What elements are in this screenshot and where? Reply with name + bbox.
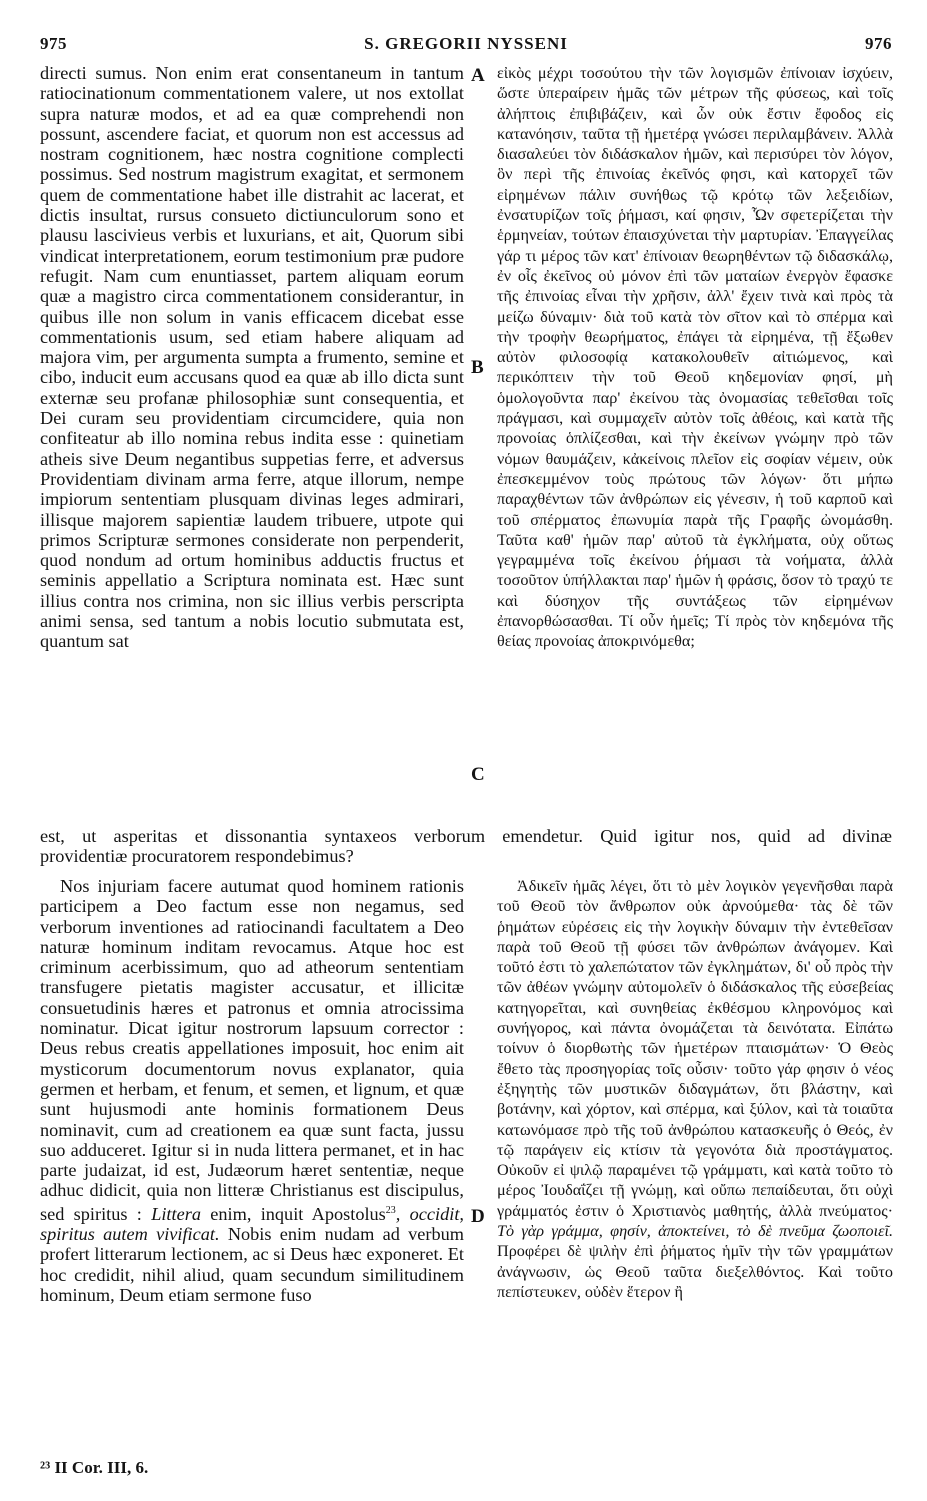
latin-quote-littera: Littera (151, 1203, 201, 1224)
page-number-right: 976 (864, 34, 892, 53)
latin-column-top (40, 63, 464, 825)
footnote-reference: 23 (385, 1204, 396, 1216)
latin-text-part-2: Nobis enim nudam ad verbum profert litterarum lectionem, ac si Deus hæc exponeret. Et hoc credidit, nihil aliud, quam secundum similitudinem hominum, Deum etiam sermone fuso (40, 1224, 464, 1306)
section-marker-c: C (471, 764, 485, 785)
greek-paragraph-top: εἰκὸς μέχρι τοσούτου τὴν τῶν λογισμῶν ἐπίνοιαν ἰσχύειν, ὥστε ὑπεραίρειν ἡμᾶς τῶν μέτρων τῆς φύσεως, καὶ τοῖς ἀλήπτοις ἐπιβιβάζειν, καὶ ὧν οὐκ ἔστιν ἔφοδος εἰς κατανόησιν, ταῦτα τῇ ἡμετέρᾳ γνώσει περιλαμβάνειν. Ἀλλὰ διασαλεύει τὸν διδάσκαλον ἡμῶν, καὶ περισύρει τὸν λόγον, ὃν περὶ τῆς ἐπινοίας ἐκεῖνός φησι, καὶ κατορχεῖ τῶν εἰρημένων πάλιν συνήθως τῷ κρότῳ τῶν λεξειδίων, ἐνσατυρίζων τοῖς ῥήμασι, καί φησιν, Ὧν σφετερίζεται τὴν ἑρμηνείαν, τούτων ἐπαισχύνεται τὴν μαρτυρίαν. Ἐπαγγείλας γάρ τι μέρος τῶν κατ' ἐπίνοιαν θεωρηθέντων τῷ διδασκάλῳ, ἐν οἷς ἐκεῖνος οὐ μόνον ἐπὶ τῶν ματαίων ἐνεργὸν ἔφασκε τῆς ἐπινοίας εἶναι τὴν χρῆσιν, ἀλλ' ἔχειν τινὰ καὶ πρὸς τὰ μείζω δύναμιν· διὰ τοῦ κατὰ τὸν σῖτον καὶ τὸ σπέρμα καὶ τὴν τροφὴν θεωρήματος, ἐπάγει τὰ εἰρημένα, τῇ ἔξωθεν αὐτὸν φιλοσοφίᾳ κατακολουθεῖν αἰτιώμενος, καὶ περικόπτειν τὴν τοῦ Θεοῦ κηδεμονίαν φησί, μὴ ὁμολογοῦντα παρ' ἐκείνου τὰς ὀνομασίας τεθεῖσθαι τοῖς πράγμασι, καὶ συμμαχεῖν αὐτὸν τοῖς ἀθέοις, καὶ κατὰ τῆς προνοίας ὁπλίζεσθαι, καὶ τὴν ἐκείνων γνώμην πρὸ τῶν νόμων θαυμάζειν, κἀκείνοις πλεῖον εἰς σοφίαν νέμειν, οὐκ ἐπεσκεμμένον τοὺς πρώτους τῶν λόγων· ὅτι μήπω παραχθέντων τῶν ἀνθρώπων εἰς γένεσιν, ἡ τοῦ καρποῦ καὶ τοῦ σπέρματος ἐπωνυμία παρὰ τῆς Γραφῆς ὠνομάσθη. Ταῦτα καθ' ἡμῶν παρ' αὐτοῦ τὰ ἐγκλήματα, οὐχ οὕτως γεγραμμένα τοῖς ἐκείνου ῥήμασι τὰ νοήματα, ἀλλὰ τοσοῦτον ὑπήλλακται παρ' ἡμῶν ἡ φράσις, ὅσον τὸ τραχύ τε καὶ δύσηχον τῆς συντάξεως τῶν εἰρημένων ἐπανορθώσασθαι. Τί οὖν ἡμεῖς; Τί πρὸς τὸν κηδεμόνα τῆς θείας προνοίας ἀποκρινόμεθα; (497, 64, 893, 651)
latin-paragraph-top: directi sumus. Non enim erat consentaneum in tantum ratiocinationum commentationem valere, ut nos extollat supra naturæ modos, et ad ea quæ comprehendi non possunt, ascendere faciat, et quorum non est accessus ad nostram cognitionem, hæc nostra cognitione complecti possimus. Sed nostrum magistrum exagitat, et sermonem quem de commentatione habet ille distrahit ac lacerat, et dictis insultat, rursus consueto dictiunculorum sono et plausu lascivieus verbis et luxurians, et ait, Quorum sibi vindicat interpretationem, eorum testimonium præ pudore refugit. Nam cum enuntiasset, partem aliquam eorum quæ a magistro circa commentationem considerantur, in quibus ille non solum in vanis efficacem dicebat esse commentationis usum, sed etiam habere aliquam ad majora vim, per argumenta sumpta a frumento, semine et cibo, inducit eum accusans quod ea quæ ab illo dicta sunt externæ seu profanæ philosophiæ sunt consequentia, et Dei curam seu providentiam circumcidere, quia non confiteatur ab illo nomina rebus indita esse : quinetiam atheis sive Deum negantibus suppetias ferre, et adversus Providentiam divinam arma ferre, atque illorum, nempe impiorum sententiam plusquam divinas leges admirari, illisque majorem sapientiæ laudem tribuere, utpote qui primos Scripturæ sermones considerate non perpenderit, quod nondum ad ortum hominibus adductis fructus et seminis appellatio a Scriptura nominata est. Hæc sunt illius contra nos crimina, non sic illius verbis perscripta animi sensa, sed tantum a nobis locutio submutata est, quantum sat (40, 63, 464, 652)
running-title: S. GREGORII NYSSENI (364, 34, 568, 53)
continuation-line-2: providentiæ procuratorem respondebimus? (40, 846, 354, 866)
section-marker-d: D (471, 1206, 485, 1227)
latin-text-part-1: Nos injuriam facere autumat quod hominem rationis participem a Deo factum esse non negamus, sed verborum inventiones ad ratiocinandi facultatem a Deo naturæ hominum inditam revocamus. Atque hoc est criminum acerbissimum, quo ad atheorum sententiam transfugere pietatis magister accusatur, et illicitæ consuetudinis hæres et patronus et omnia atrocissima nominatur. Dicat igitur nostrorum lapsuum corrector : Deus rebus creatis appellationes imposuit, hoc enim ait mysticorum documentorum novus explanator, quia germen et herbam, et fenum, et semen, et lignum, et quæ sunt hujusmodi ante hominis formationem Deus nominavit, cum ad creationem ea quæ sunt facta, jussu suo adduceret. Igitur si in nuda littera permanet, et in hac parte judaizat, id est, Judæorum hæret sententiæ, neque adhuc didicit, quia non litteræ Christianus est discipulus, sed spiritus : (40, 876, 464, 1224)
section-marker-a: A (471, 65, 485, 86)
greek-text-part-1: Ἀδικεῖν ἡμᾶς λέγει, ὅτι τὸ μὲν λογικὸν γεγενῆσθαι παρὰ τοῦ Θεοῦ τὸν ἄνθρωπον οὐκ ἀρνούμεθα· τὰς δὲ τῶν ῥημάτων εὑρέσεις εἰς τὴν λογικὴν δύναμιν τὴν ἐντεθεῖσαν παρὰ τοῦ Θεοῦ τῇ φύσει τῶν ἀνθρώπων ἀνάγομεν. Καὶ τοῦτό ἐστι τὸ χαλεπώτατον τῶν ἐγκλημάτων, δι' οὗ πρὸς τὴν τῶν ἀθέων γνώμην αὐτομολεῖν ὁ διδάσκαλος τῆς εὐσεβείας κατηγορεῖται, καὶ συνηθείας ἐκθέσμου κληρονόμος καὶ συνήγορος, καὶ πάντα ὀνομάζεται τὰ δεινότατα. Εἰπάτω τοίνυν ὁ διορθωτὴς τῶν ἡμετέρων πταισμάτων· Ὁ Θεὸς ἔθετο τὰς προσηγορίας τοῖς οὖσιν· τοῦτο γάρ φησιν ὁ νέος ἐξηγητὴς τῶν μυστικῶν διδαγμάτων, ὅτι βλάστην, καὶ βοτάνην, καὶ χόρτον, καὶ σπέρμα, καὶ ξύλον, καὶ τὰ τοιαῦτα κατωνόμασε πρὸ τῆς τοῦ ἀνθρώπου κατασκευῆς ὁ Θεός, ἐν τῷ παράγειν εἰς κτίσιν τὰ γεγονότα διὰ προστάγματος. Οὐκοῦν εἰ ψιλῷ παραμένει τῷ γράμματι, καὶ κατὰ τοῦτο τὸ μέρος Ἰουδαΐζει τῇ γνώμῃ, καὶ οὔπω πεπαίδευται, ὅτι οὐχὶ γράμματός ἐστιν ὁ Χριστιανὸς μαθητής, ἀλλὰ πνεύματος· (497, 877, 893, 1220)
running-header (40, 34, 892, 54)
greek-quote: Τὸ γὰρ γράμμα, φησίν, ἀποκτείνει, τὸ δὲ πνεῦμα ζωοποιεῖ. (497, 1222, 893, 1241)
latin-quote-occidit: , occidit, spiritus autem vivificat. (40, 1203, 464, 1245)
full-width-continuation (40, 826, 892, 866)
footnote: ²³ II Cor. III, 6. (40, 1458, 149, 1477)
continuation-line-1: est, ut asperitas et dissonantia syntaxeos verborum emendetur. Quid igitur nos, quid ad divinæ (40, 826, 892, 846)
greek-column-bottom (497, 876, 893, 1434)
latin-column-bottom (40, 876, 464, 1434)
section-marker-b: B (471, 357, 484, 378)
latin-text-apostolus: enim, inquit Apostolus (200, 1203, 386, 1224)
latin-paragraph-bottom (40, 876, 464, 1305)
greek-column-top (497, 63, 893, 825)
greek-paragraph-bottom (497, 876, 893, 1302)
greek-text-part-2: Προφέρει δὲ ψιλὴν ἐπὶ ῥήματος ἡμῖν τὴν τῶν γραμμάτων ἀνάγνωσιν, ὡς Θεοῦ ταῦτα διεξελθόντος. Καὶ τοῦτο πεπίστευκεν, οὐδὲν ἕτερον ἢ (497, 1242, 893, 1301)
page-number-left: 975 (40, 34, 67, 53)
